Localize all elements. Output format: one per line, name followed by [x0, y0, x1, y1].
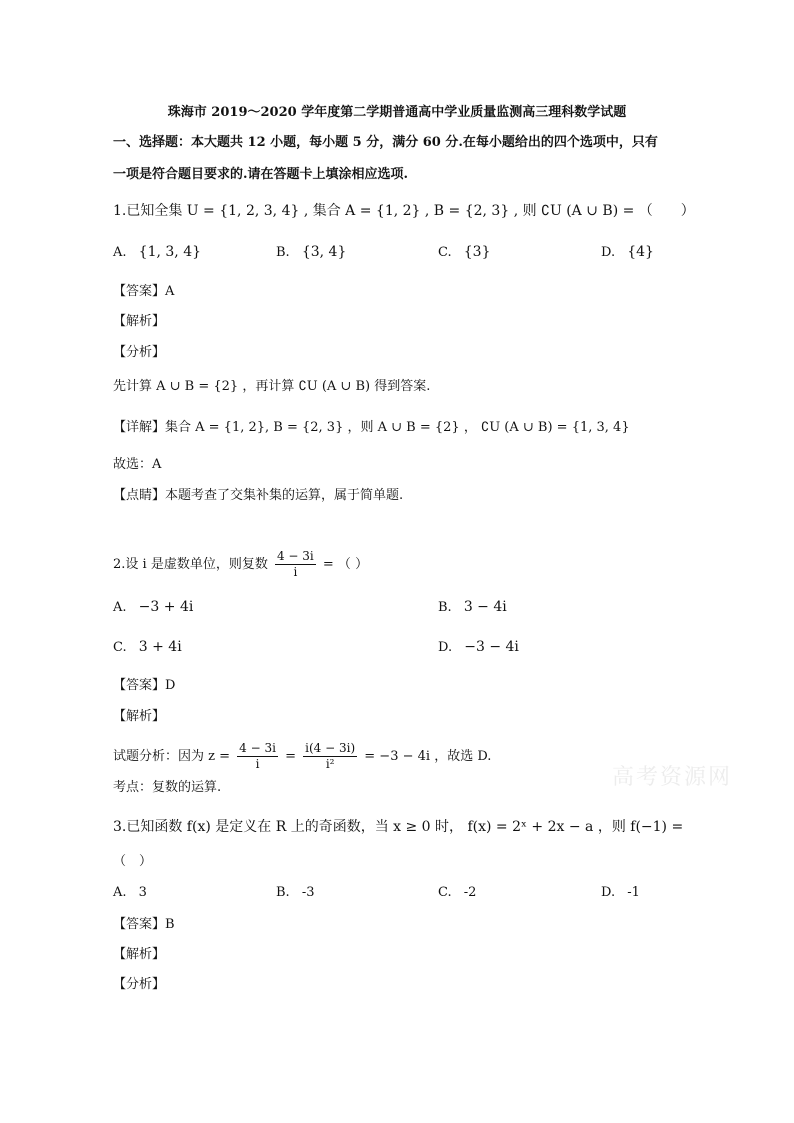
q2-sol-f2-numerator: i(4 − 3i): [305, 741, 356, 755]
q2-option-c-label: C.: [113, 640, 127, 655]
q1-choose: 故选：A: [113, 457, 162, 472]
q1-fenxi-heading: 【分析】: [113, 345, 166, 360]
q3-option-c-label: C.: [438, 885, 452, 900]
page-title: 珠海市 2019～2020 学年度第二学期普通高中学业质量监测高三理科数学试题: [167, 105, 627, 120]
q1-option-a: [113, 243, 201, 262]
q2-solution-fraction-1: [237, 741, 278, 772]
q3-option-b-value: -3: [301, 885, 315, 900]
watermark-text: 高考资源网: [612, 765, 733, 790]
q1-stem: 1.已知全集 U = {1, 2, 3, 4} , 集合 A = {1, 2} , B = {2, 3} , 则 ∁U (A ∪ B) = （ ）: [113, 203, 695, 219]
q1-detail: 【详解】集合 A = {1, 2}, B = {2, 3} ，则 A ∪ B = {2} ， ∁U (A ∪ B) = {1, 3, 4}: [113, 420, 630, 435]
q2-solution-post: = −3 − 4i ，故选 D.: [364, 749, 492, 764]
q1-option-a-value: {1, 3, 4}: [138, 244, 202, 260]
q3-analysis-heading: 【解析】: [113, 947, 166, 962]
q2-answer: 【答案】D: [113, 678, 176, 693]
q3-option-c-value: -2: [463, 885, 477, 900]
q2-option-b: [438, 598, 507, 617]
q1-comment: 【点睛】本题考查了交集补集的运算，属于简单题.: [113, 488, 404, 503]
q2-solution-fraction-2: [303, 741, 357, 772]
q1-option-b: [276, 243, 346, 262]
q2-option-d: [438, 638, 519, 657]
q2-kaodian: 考点：复数的运算.: [113, 780, 222, 795]
q1-option-c-value: {3}: [463, 244, 491, 260]
q1-option-d: [601, 243, 654, 262]
q3-option-a-label: A.: [113, 885, 127, 900]
q2-option-a-value: −3 + 4i: [138, 599, 194, 615]
q2-solution: [113, 741, 491, 772]
q3-stem-bracket: （ ）: [113, 854, 153, 869]
section-instructions-line1: 一、选择题：本大题共 12 小题，每小题 5 分，满分 60 分.在每小题给出的四个选项中，只有: [113, 135, 658, 150]
q2-option-b-value: 3 − 4i: [463, 599, 507, 615]
q2-option-a: [113, 598, 193, 617]
q2-solution-pre: 试题分析：因为 z =: [113, 749, 231, 764]
q1-fenxi-text: 先计算 A ∪ B = {2} ，再计算 ∁U (A ∪ B) 得到答案.: [113, 379, 431, 394]
q2-stem-post: = （ ）: [322, 557, 369, 572]
q2-option-c-value: 3 + 4i: [138, 639, 182, 655]
q3-option-c: [438, 884, 476, 902]
q1-option-c-label: C.: [438, 245, 452, 260]
q1-option-b-value: {3, 4}: [301, 244, 347, 260]
q3-option-a-value: 3: [138, 885, 147, 900]
q2-option-b-label: B.: [438, 600, 452, 615]
q2-option-c: [113, 638, 182, 657]
q2-option-d-value: −3 − 4i: [464, 639, 519, 655]
q3-option-d: [601, 884, 640, 902]
q3-option-d-value: -1: [627, 885, 640, 900]
q2-frac-denominator: i: [293, 565, 298, 579]
q1-option-d-label: D.: [601, 245, 616, 260]
q2-sol-f2-denominator: i²: [325, 757, 335, 771]
q3-answer: 【答案】B: [113, 917, 175, 932]
q2-option-d-label: D.: [438, 640, 453, 655]
section-instructions-line2: 一项是符合题目要求的.请在答题卡上填涂相应选项.: [113, 167, 409, 182]
q2-stem-fraction: [275, 549, 316, 580]
q3-stem: 3.已知函数 f(x) 是定义在 R 上的奇函数，当 x ≥ 0 时， f(x) = 2ˣ + 2x − a ，则 f(−1) =: [113, 819, 684, 835]
q2-frac-numerator: 4 − 3i: [276, 549, 314, 563]
q3-option-b-label: B.: [276, 885, 290, 900]
q1-answer: 【答案】A: [113, 284, 175, 299]
q3-fenxi-heading: 【分析】: [113, 977, 166, 992]
q2-sol-f1-denominator: i: [255, 757, 260, 771]
q3-option-d-label: D.: [601, 885, 616, 900]
q1-option-b-label: B.: [276, 245, 290, 260]
q2-stem-pre: 2.设 i 是虚数单位，则复数: [113, 557, 268, 572]
q2-option-a-label: A.: [113, 600, 127, 615]
q1-option-d-value: {4}: [627, 244, 654, 260]
q3-option-b: [276, 884, 315, 902]
q2-analysis-heading: 【解析】: [113, 709, 166, 724]
q1-option-a-label: A.: [113, 245, 127, 260]
q2-solution-equals: =: [285, 749, 296, 764]
q2-stem: [113, 549, 368, 580]
q3-option-a: [113, 884, 147, 902]
q2-sol-f1-numerator: 4 − 3i: [239, 741, 276, 755]
q1-option-c: [438, 243, 491, 262]
q1-analysis-heading: 【解析】: [113, 314, 166, 329]
